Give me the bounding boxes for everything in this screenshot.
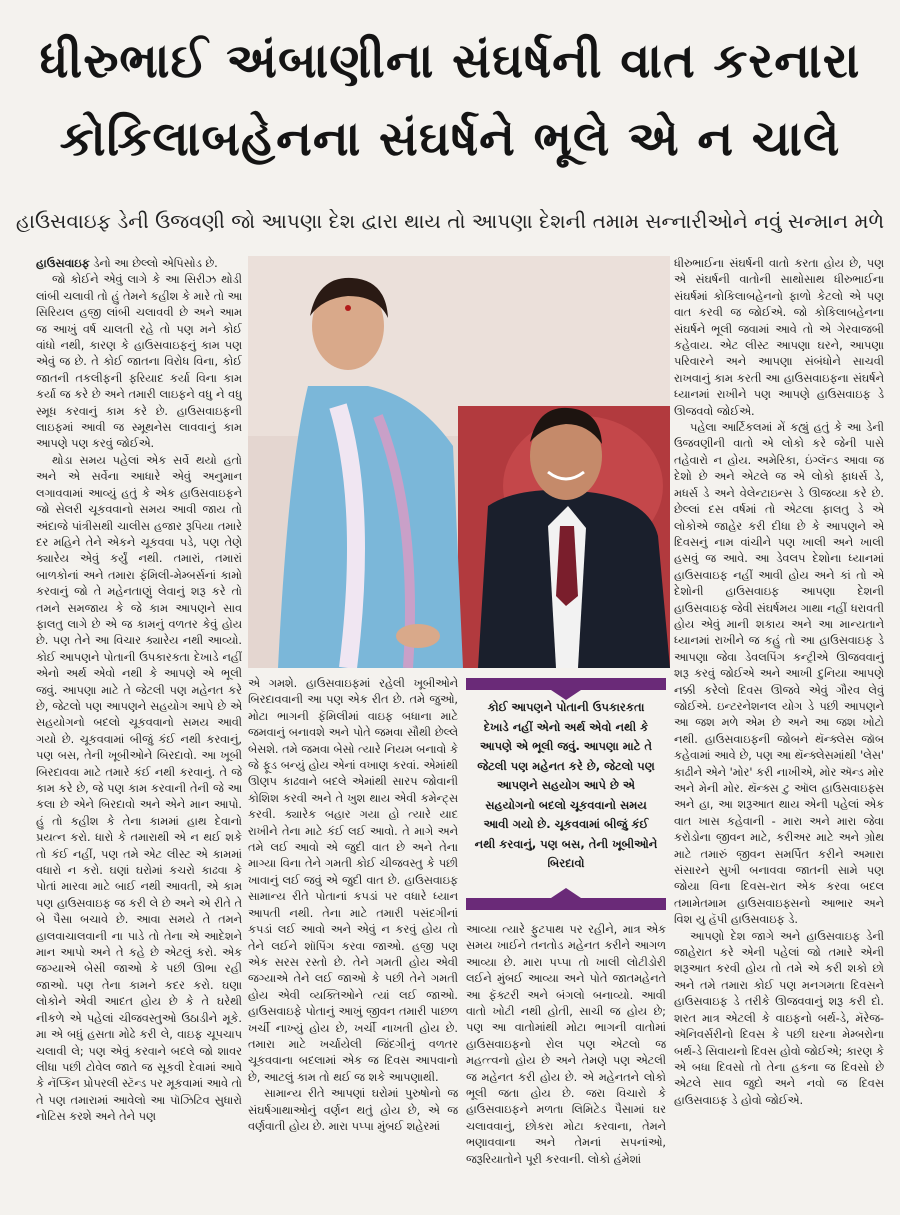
- photo-couple: [248, 256, 670, 668]
- subheadline: હાઉસવાઇફ ડેની ઉજવણી જો આપણા દેશ દ્વારા થાય તો આપણા દેશની તમામ સન્નારીઓને નવું સન્માન મળે: [15, 209, 885, 233]
- pull-quote-text: કોઈ આપણને પોતાની ઉપકારકતા દેખાડે નહીં એનો અર્થ એવો નથી કે આપણે એ ભૂલી જવું. આપણા માટે તે જેટલી પણ મહેનત કરે છે, જેટલો પણ આપણને સહયોગ આપે છે એ સહયોગનો બદલો ચૂકવવાનો સમય આવી ગયો છે. ચૂકવવામાં બીજું કંઈ નથી કરવાનું, પણ બસ, તેની ખૂબીઓને બિરદાવો: [474, 700, 658, 870]
- pull-quote: [466, 676, 666, 912]
- article-column-1: [36, 256, 242, 1201]
- article-col1-p2: જો કોઈને એવું લાગે કે આ સિરીઝ થોડી લાંબી ચલાવી તો હું તેમને કહીશ કે મારે તો આ સિરિયલ હજી લાંબી ચલાવવી છે અને આમ જ આખું વર્ષ ચાલતી રહે તો પણ મને કોઈ વાંધો નથી, કારણ કે હાઉસવાઇફનું કામ પણ એવું જ છે. તે કોઈ જાતના વિરોધ વિના, કોઈ જાતની તકલીફની ફરિયાદ કર્યા વિના કામ કર્યા જ કરે છે અને તમારી લાઇફને વધુ ને વધુ સ્મૂધ કરવાનું કામ કરે છે. હાઉસવાઇફની લાઇફમાં આવી જ સ્મૂથનેસ લાવવાનું કામ આપણે પણ કરવું જોઈએ.: [36, 273, 242, 451]
- article-col2-p1: એ ગમશે. હાઉસવાઇફમાં રહેલી ખૂબીઓને બિરદાવવાની આ પણ એક રીત છે. તમે જુઓ, મોટા ભાગની ફૅમિલીમાં વાઇફ બધાના માટે જમવાનું બનાવશે અને પોતે જમવા સૌથી છેલ્લે બેસશે. તમે જમવા બેસો ત્યારે નિયમ બનાવો કે જે ફૂડ બન્યું હોય એનાં વખાણ કરવાં. એમાંથી ઊણપ કાઢવાને બદલે એમાંથી સારપ જોવાની કોશિશ કરવી અને તે ખુશ થાય એવી કમેન્ટ્સ કરવી. ક્યારેક બહાર ગયા હો ત્યારે યાદ રાખીને તેના માટે કંઈ લઈ આવો. તે માગે અને તમે લઈ આવો એ જુદી વાત છે અને તેના માગ્યા વિના તેને ગમતી કોઈ ચીજવસ્તુ કે પછી ખાવાનું લઈ જવું એ જુદી વાત છે. હાઉસવાઇફ સામાન્ય રીતે પોતાનાં કપડાં પર વધારે ધ્યાન આપતી નથી. તેના માટે તમારી પસંદગીનાં કપડાં લઈ આવો અને એવું ન કરવું હોય તો તેને લઈને શૉપિંગ કરવા જાઓ. હજી પણ એક સરસ રસ્તો છે. તેને ગમતી હોય એવી જગ્યાએ તેને લઈ જાઓ કે પછી તેને ગમતી હોય એવી વ્યક્તિઓને ત્યાં લઈ જાઓ. હાઉસવાઇફે પોતાનું આખું જીવન તમારી પાછળ ખર્ચી નાખ્યું હોય છે, ખર્ચી નાખતી હોય છે. તમારા માટે ખર્ચાયેલી જિંદગીનું વળતર ચૂકવવાના બદલામાં એક જ દિવસ આપવાનો છે, આટલું કામ તો થઈ જ શકે આપણાથી.: [248, 677, 458, 1084]
- article-col3a-p1: આવ્યા ત્યારે ફુટપાથ પર રહીને, માત્ર એક સમય ખાઈને તનતોડ મહેનત કરીને આગળ આવ્યા છે. મારા પપ્પા તો ખાલી લોટીડોરી લઈને મુંબઈ આવ્યા અને પોતે જાતમહેનતે આ ફૅક્ટરી અને બંગલો બનાવ્યો. આવી વાતો ખોટી નથી હોતી, સાચી જ હોય છે; પણ આ વાતોમાંથી મોટા ભાગની વાતોમાં હાઉસવાઇફનો રોલ પણ એટલો જ મહત્ત્વનો હોય છે અને તેમણે પણ એટલી જ મહેનત કરી હોય છે. એ મહેનતને લોકો ભૂલી જતા હોય છે. જરા વિચારો કે હાઉસવાઇફને મળતા લિમિટેડ પૈસામાં ઘર ચલાવવાનું, છોકરા મોટા કરવાના, તેમને ભણાવવાના અને તેમનાં સપનાંઓ, જરૂરિયાતોને પૂરી કરવાની. લોકો હંમેશાં: [466, 923, 666, 1166]
- article-column-3a: [466, 922, 666, 1202]
- article-col3b-p2: પહેલા આર્ટિકલમાં મેં કહ્યું હતું કે આ ડેની ઉજવણીની વાતો એ લોકો કરે જેની પાસે તહેવારો ન હોય. અમેરિકા, ઇંગ્લૅન્ડ આવા જ દેશો છે અને એટલે જ એ લોકો ફાધર્સ ડે, મધર્સ ડે અને વેલેન્ટાઇન્સ ડે ઊજવ્યા કરે છે. છેલ્લાં દસ વર્ષમાં તો એટલા ફાલતુ ડે એ લોકોએ જાહેર કરી દીધા છે કે આપણને એ દિવસનું નામ વાંચીને પણ ખાલી અને ખાલી હસવું જ આવે. આ ડેવલપ દેશોના ધ્યાનમાં હાઉસવાઇફ નહીં આવી હોય અને કાં તો એ દેશોની હાઉસવાઇફ આપણા દેશની હાઉસવાઇફ જેવી સંઘર્ષમય ગાથા નહીં ધરાવતી હોય એવું માની શકાય અને આ માન્યતાને ધ્યાનમાં રાખીને જ કહું તો આ હાઉસવાઇફ ડે આપણા જેવા ડેવલપિંગ કન્ટ્રીએ ઊજવવાનું શરૂ કરવું જોઈએ અને આખી દુનિયા આપણે નક્કી કરેલો દિવસ ઊજવે એવું ગૌરવ લેવું જોઈએ. ઇન્ટરનેશનલ યોગ ડે પછી આપણને આ જશ મળે એમ છે અને આ જશ ખોટો નથી. હાઉસવાઇફની જોબને થૅન્ક્લેસ જૉબ કહેવામાં આવે છે, પણ આ થૅન્ક્લેસમાંથી 'લેસ' કાઢીને એને 'મોર' કરી નાખીએ, મોર ઍન્ડ મોર અને મેની મોર. થૅન્ક્સ ટુ ઑલ હાઉસવાઇફ્સ અને હા, આ શરૂઆત થાય એની પહેલાં એક વાત ખાસ કહેવાની - મારા અને મારા જેવા કરોડોના જીવન માટે, કરીઅર માટે અને ગ્રોથ માટે તમારું જીવન સમર્પિત કરીને અમારા સંસારને સુખી બનાવવા જાતની સામે પણ જોયા વિના દિવસ-રાત એક કરવા બદલ તમામેતમામ હાઉસવાઇફ્સનો આભાર અને વિશ યુ હૅપી હાઉસવાઇફ ડે.: [674, 421, 884, 927]
- article-col3b-p3: આપણો દેશ જાગે અને હાઉસવાઇફ ડેની જાહેરાત કરે એની પહેલાં જો તમારે એની શરૂઆત કરવી હોય તો તમે એ કરી શકો છો અને તમે તમારા કોઈ પણ મનગમતા દિવસને હાઉસવાઇફ ડે તરીકે ઊજવવાનું શરૂ કરી દો. શરત માત્ર એટલી કે વાઇફનો બર્થ-ડે, મૅરેજ-ઍનિવર્સરીનો દિવસ કે પછી ઘરના મેમ્બરોના બર્થ-ડે સિવાયનો દિવસ હોવો જોઈએ; કારણ કે એ બધા દિવસો તો તેના હકના જ દિવસો છે એટલે સાવ જુદો અને નવો જ દિવસ હાઉસવાઇફ ડે હોવો જોઈએ.: [674, 929, 884, 1107]
- pull-quote-bottom-bar: [466, 882, 666, 912]
- article-col3b-p1: ધીરુભાઈના સંઘર્ષની વાતો કરતા હોય છે, પણ એ સંઘર્ષની વાતોની સાથોસાથ ધીરુભાઈના સંઘર્ષમાં કોકિલાબહેનનો ફાળો કેટલો એ પણ વાત કરવી જ જોઈએ. જો કોકિલાબહેનના સંઘર્ષને ભૂલી જવામાં આવે તો એ ગેરવાજબી કહેવાય. એટ લીસ્ટ આપણા ઘરને, આપણા પરિવારને અને આપણા સંબંધોને સાચવી રાખવાનું કામ કરતી આ હાઉસવાઇફના સંઘર્ષને ધ્યાનમાં રાખીને પણ આપણે હાઉસવાઇફ ડે ઊજવવો જોઈએ.: [674, 257, 884, 418]
- article-col1-p3: થોડા સમય પહેલાં એક સર્વે થયો હતો અને એ સર્વેના આધારે એવું અનુમાન લગાવવામાં આવ્યું હતું કે એક હાઉસવાઇફને જો સેલરી ચૂકવવાનો સમય આવી જાય તો અંદાજે પાંત્રીસથી ચાલીસ હજાર રૂપિયા તમારે દર મહિને તેને એકને ચૂકવવા પડે, પણ તેણે ક્યારેય એવું કર્યું નથી. તમારાં, તમારાં બાળકોનાં અને તમારા ફૅમિલી-મેમ્બર્સનાં કામો કરવાનું જો તે મહેનતાણું લેવાનું શરૂ કરે તો તમને સમજાય કે જે કામ આપણને સાવ ફાલતુ લાગે છે એ જ કામનું વળતર કેવું હોય છે. પણ તેને આ વિચાર ક્યારેય નથી આવ્યો. કોઈ આપણને પોતાની ઉપકારકતા દેખાડે નહીં એનો અર્થ એવો નથી કે આપણે એ ભૂલી જવું. આપણા માટે તે જેટલી પણ મહેનત કરે છે, જેટલો પણ આપણને સહયોગ આપે છે એ સહયોગનો બદલો ચૂકવવાનો સમય આવી ગયો છે. ચૂકવવામાં બીજું કંઈ નથી કરવાનું, પણ બસ, તેની ખૂબીઓને બિરદાવો. આ ખૂબી બિરદાવવા માટે તમારે કંઈ નથી કરવાનું. તે જે કામ કરે છે, જે પણ કામ કરવાની તેની જે આ કલા છે એને બિરદાવો અને એને માન આપો. હું તો કહીશ કે તેના કામમાં હાથ દેવાનો પ્રયત્ન કરો. ધારો કે તમારાથી એ ન થઈ શકે તો કંઈ નહીં, પણ તમે એટ લીસ્ટ એ કામમાં વધારો ન કરો. ઘણાં ઘરોમાં કચરો કાઢવા કે પોતાં મારવા માટે બાઈ નથી આવતી, એ કામ પણ હાઉસવાઇફ જ કરી લે છે અને એ રીતે તે બે પૈસા બચાવે છે. આવા સમયે તે તમને હાલવાચાલવાની ના પાડે તો તેના એ આદેશને માન આપો અને તે કહે છે એટલું કરો. એક જગ્યાએ બેસી જાઓ કે પછી ઊભા રહી જાઓ. પણ તેના કામને કદર કરો. ઘણા લોકોને એવી આદત હોય છે કે તે ઘરેથી નીકળે એ પહેલાં ચીજવસ્તુઓ ઉઠાડીને મૂકે. મા એ બધું હસતા મોઢે કરી લે, વાઇફ ચૂપચાપ ચલાવી લે; પણ એવું કરવાને બદલે જો શાવર લીધા પછી ટોવેલ જાતે જ સૂકવી દેવામાં આવે કે નૅપ્કિન પ્રોપરલી સ્ટૅન્ડ પર મૂકવામાં આવે તો તે પણ તમારામાં આવેલો આ પૉઝિટિવ સુધારો નોટિસ કરશે અને તેને પણ: [36, 453, 242, 1124]
- couple-illustration: [248, 256, 670, 668]
- article-col2-p2: સામાન્ય રીતે આપણાં ઘરોમાં પુરુષોનો જ સંઘર્ષગાથાઓનું વર્ણન થતું હોય છે, એ જ વર્ણવાતી હોય છે. મારા પપ્પા મુંબઈ શહેરમાં: [248, 1087, 458, 1133]
- article-col1-p1: ડેનો આ છેલ્લો એપિસોડ છે.: [89, 257, 218, 270]
- article-column-2: [248, 676, 458, 1201]
- headline-line-2: કોકિલાબહેનના સંઘર્ષને ભૂલે એ ન ચાલે: [59, 111, 841, 167]
- article-lead-word: હાઉસવાઇફ: [36, 257, 90, 270]
- headline-line-1: ધીરુભાઈ અંબાણીના સંઘર્ષની વાત કરનારા: [39, 33, 861, 89]
- article-column-3b: [674, 256, 884, 1201]
